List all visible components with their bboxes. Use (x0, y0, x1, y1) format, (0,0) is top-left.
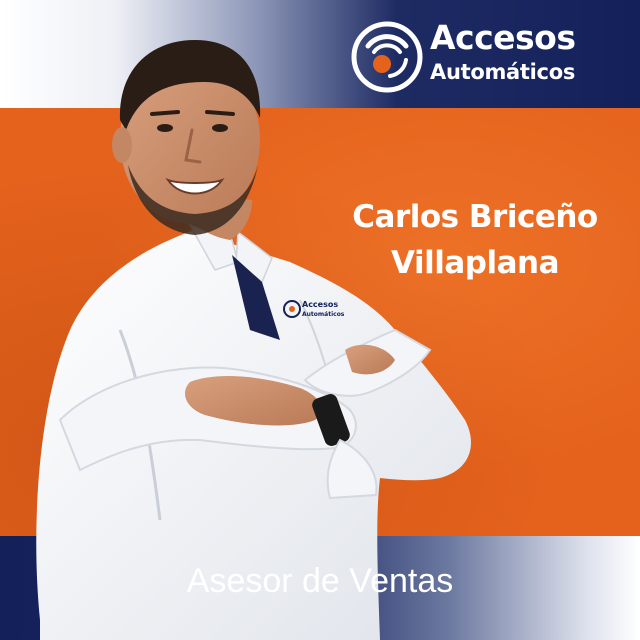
person-name (320, 194, 630, 286)
job-title: Asesor de Ventas (186, 562, 454, 600)
person-name-line1: Carlos Briceño (352, 199, 598, 235)
brand-name-line1: Accesos (430, 18, 576, 57)
svg-text:Accesos: Accesos (302, 300, 339, 309)
person-name-line2: Villaplana (391, 245, 559, 281)
brand-name-line2: Automáticos (430, 60, 576, 84)
brand-logo (350, 18, 630, 96)
concentric-signal-icon (350, 20, 424, 94)
svg-text:Automáticos: Automáticos (302, 311, 345, 318)
